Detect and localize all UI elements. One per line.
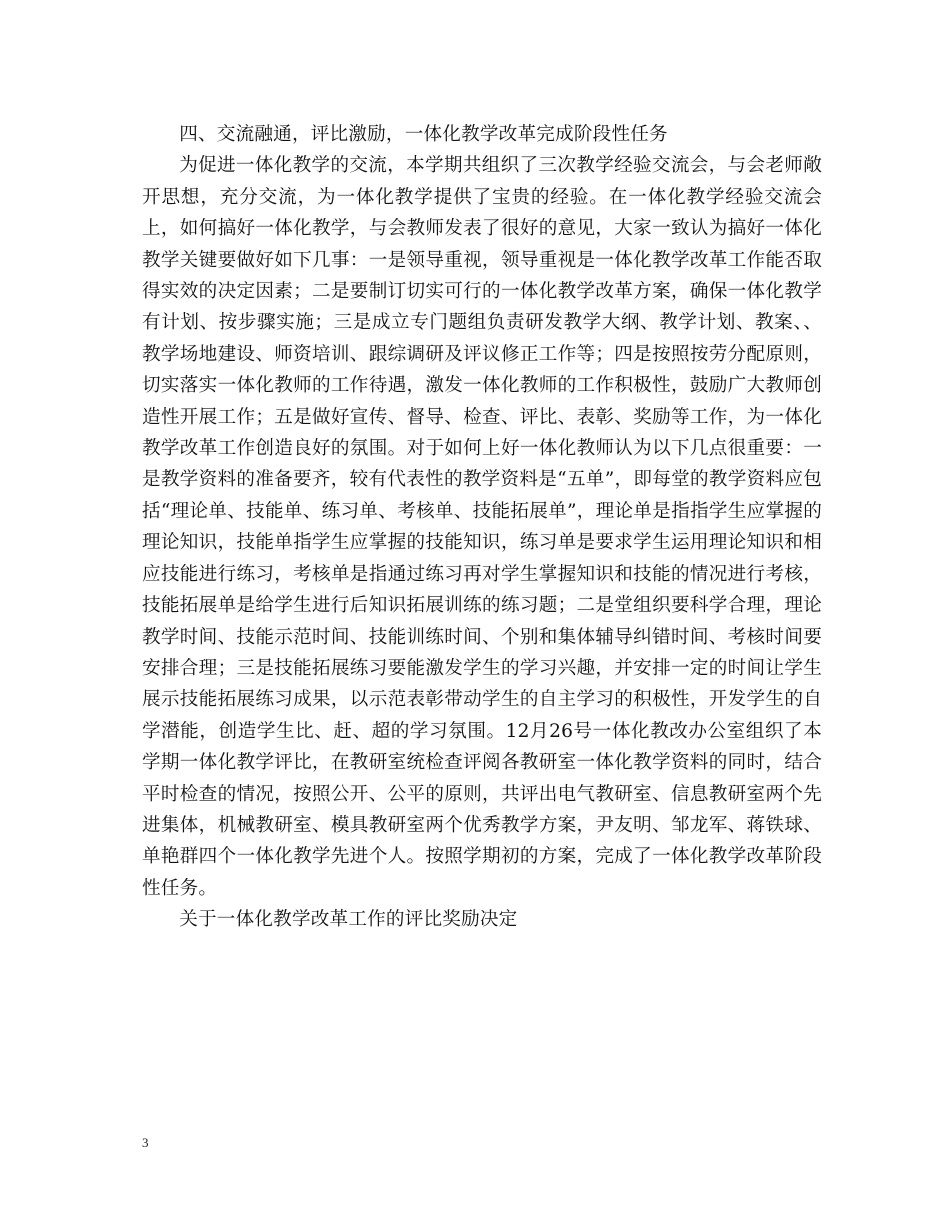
closing-line: 关于一体化教学改革工作的评比奖励决定 — [179, 909, 518, 931]
body-paragraph: 为促进一体化教学的交流，本学期共组织了三次教学经验交流会，与会老师敞开思想，充分交流，为一体化教学提供了宝贵的经验。在一体化教学经验交流会上，如何搞好一体化教学，与会教师发表了很好的意见，大家一致认为搞好一体化教学关键要做好如下几事：一是领导重视，领导重视是一体化教学改革工作能否取得实效的决定因素；二是要制订切实可行的一体化教学改革方案，确保一体化教学有计划、按步骤实施；三是成立专门题组负责研发教学大纲、教学计划、教案、、教学场地建设、师资培训、跟综调研及评议修正工作等；四是按照按劳分配原则，切实落实一体化教师的工作待遇，激发一体化教师的工作积极性，鼓励广大教师创造性开展工作；五是做好宣传、督导、检查、评比、表彰、奖励等工作，为一体化教学改革工作创造良好的氛围。对于如何上好一体化教师认为以下几点很重要：一是教学资料的准备要齐，较有代表性的教学资料是“五单”，即每堂的教学资料应包括“理论单、技能单、练习单、考核单、技能拓展单”，理论单是指指学生应掌握的理论知识，技能单指学生应掌握的技能知识，练习单是要求学生运用理论知识和相应技能进行练习，考核单是指通过练习再对学生掌握知识和技能的情况进行考核，技能拓展单是给学生进行后知识拓展训练的练习题；二是堂组织要科学合理，理论教学时间、技能示范时间、技能训练时间、个别和集体辅导纠错时间、考核时间要安排合理；三是技能拓展练习要能激发学生的学习兴趣，并安排一定的时间让学生展示技能拓展练习成果，以示范表彰带动学生的自主学习的积极性，开发学生的自学潜能，创造学生比、赶、超的学习氛围。12月26号一体化教改办公室组织了本学期一体化教学评比，在教研室统检查评阅各教研室一体化教学资料的同时，结合平时检查的情况，按照公开、公平的原则，共评出电气教研室、信息教研室两个先进集体，机械教研室、模具教研室两个优秀教学方案，尹友明、邹龙军、蒋铁球、单艳群四个一体化教学先进个人。按照学期初的方案，完成了一体化教学改革阶段性任务。 — [142, 155, 822, 899]
page-number: 3 — [142, 1135, 149, 1150]
document-body — [142, 119, 822, 936]
section-heading: 四、交流融通，评比激励，一体化教学改革完成阶段性任务 — [179, 124, 668, 145]
